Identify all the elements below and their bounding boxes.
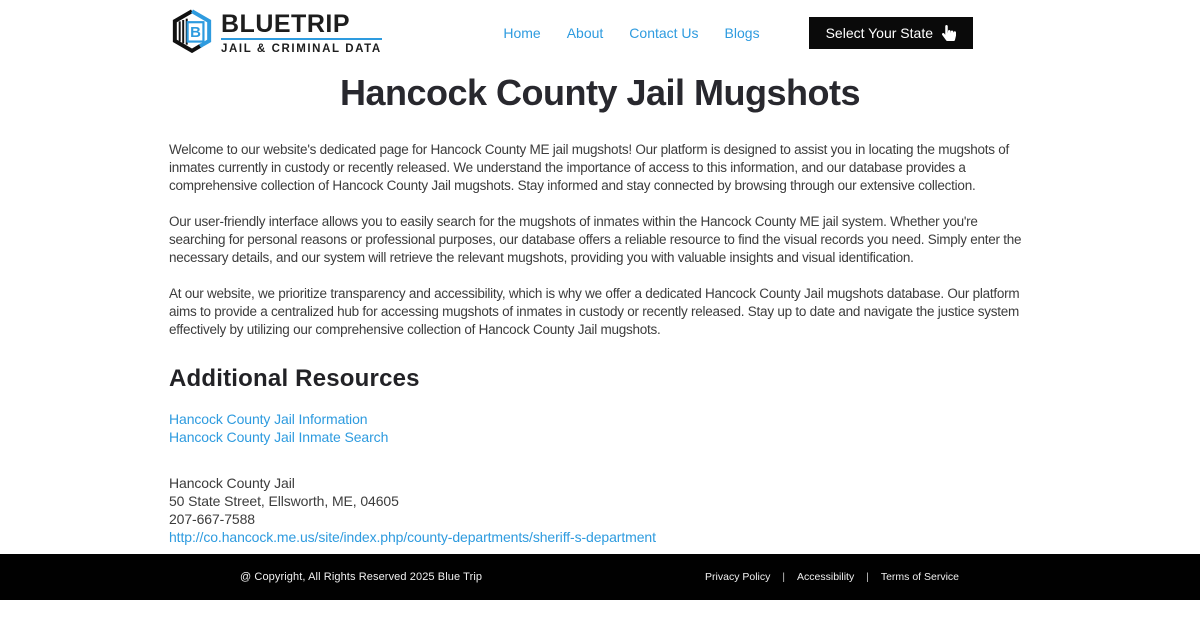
page-title: Hancock County Jail Mugshots (339, 72, 861, 113)
resource-links (169, 410, 1031, 446)
jail-contact-block (169, 474, 1031, 546)
additional-resources-heading: Additional Resources (169, 365, 420, 392)
content-container (169, 141, 1031, 546)
nav-link-about[interactable]: About (566, 25, 604, 41)
bluetrip-logo[interactable] (170, 9, 382, 58)
logo-tagline-text: JAIL & CRIMINAL DATA (221, 43, 382, 55)
hand-pointer-icon (942, 25, 956, 41)
svg-text:B: B (190, 23, 201, 41)
nav-link-home[interactable]: Home (503, 25, 541, 41)
logo-text (221, 11, 382, 55)
footer-link-accessibility[interactable]: Accessibility (797, 571, 855, 583)
copyright-text: @ Copyright, All Rights Reserved 2025 Blue Trip (240, 571, 483, 583)
select-state-label: Select Your State (825, 25, 933, 41)
link-inmate-search[interactable]: Hancock County Jail Inmate Search (169, 429, 389, 445)
site-header (0, 0, 1200, 58)
jail-name: Hancock County Jail (169, 475, 295, 491)
select-your-state-button[interactable] (809, 17, 973, 49)
intro-paragraph-3: At our website, we prioritize transparency and accessibility, which is why we offer a dedicated Hancock County Jail mugshots database. Our platform aims to provide a centralized hub for accessing mugshots of inmates in custody or recently released. Stay up to date and navigate the justice system effectively by utilizing our comprehensive collection of Hancock County Jail mugshots. (169, 286, 1020, 337)
footer-links (705, 571, 959, 583)
intro-paragraphs (169, 141, 1031, 339)
footer-link-terms-of-service[interactable]: Terms of Service (880, 571, 959, 583)
intro-paragraph-1: Welcome to our website's dedicated page for Hancock County ME jail mugshots! Our platform is designed to assist you in locating the mugshots of inmates currently in custody or recently released. We understand the importance of access to this information, and our database provides a comprehensive collection of Hancock County Jail mugshots. Stay informed and stay connected by browsing through our extensive collection. (169, 142, 1010, 193)
main-nav (503, 25, 759, 41)
footer-separator: | (782, 571, 786, 583)
jail-website-link[interactable]: http://co.hancock.me.us/site/index.php/county-departments/sheriff-s-department (169, 529, 656, 545)
intro-paragraph-2: Our user-friendly interface allows you to easily search for the mugshots of inmates within the Hancock County ME jail system. Whether you're searching for personal reasons or professional purposes, our database offers a reliable resource to find the visual records you need. Simply enter the necessary details, and our system will retrieve the relevant mugshots, providing you with valuable insights and visual identification. (169, 214, 1022, 265)
site-footer (0, 554, 1200, 600)
footer-link-privacy-policy[interactable]: Privacy Policy (705, 571, 771, 583)
jail-phone: 207-667-7588 (169, 511, 255, 527)
link-jail-information[interactable]: Hancock County Jail Information (169, 411, 368, 427)
footer-separator: | (866, 571, 869, 583)
nav-link-contact-us[interactable]: Contact Us (629, 25, 699, 41)
nav-link-blogs[interactable]: Blogs (724, 25, 760, 41)
logo-brand-text: BLUETRIP (221, 11, 382, 40)
jail-address: 50 State Street, Ellsworth, ME, 04605 (169, 493, 399, 509)
bluetrip-logo-icon (170, 9, 214, 58)
